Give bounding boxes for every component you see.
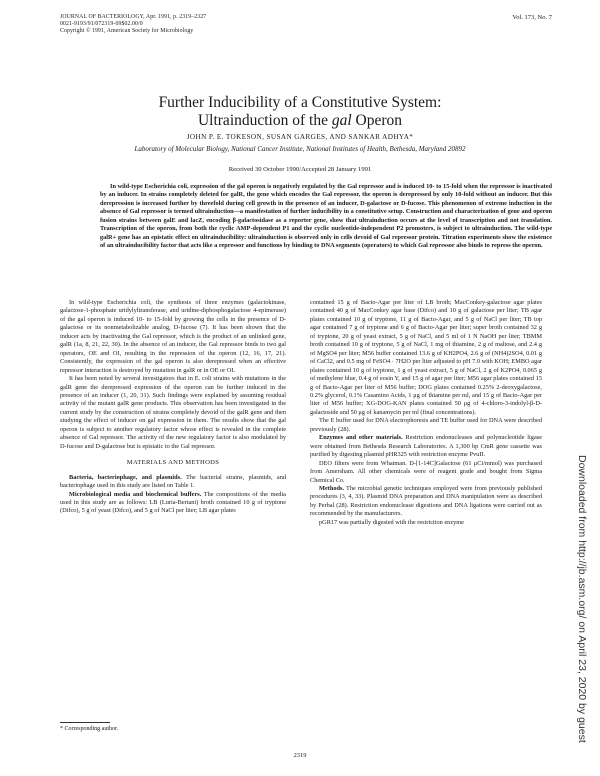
authors: JOHN P. E. TOKESON, SUSAN GARGES, AND SANKAR ADHYA* [186, 133, 414, 141]
footnote-divider [60, 722, 110, 723]
methods-paragraph: Methods. The microbial genetic techniques employed were from previously published procedures (3, 4, 33). Plasmid DNA preparation and DNA manipulation were as described by Perbal (28). Restriction endonuclease digestions and DNA ligations were carried out as recommended by the manufacturers. [310, 484, 542, 518]
enzymes-paragraph: Enzymes and other materials. Restriction endonucleases and polynucleotide ligase were obtained from Bethesda Research Laboratories. A 1,300 bp CmR gene cassette was purified by digesting plasmid pHR325 with restriction enzyme PvuII. [310, 434, 542, 459]
title-line-2: Ultrainduction of the gal Operon [197, 112, 403, 129]
title-line-1: Further Inducibility of a Constitutive System: [158, 94, 442, 111]
abstract: In wild-type Escherichia coli, expression of the gal operon is negatively regulated by the Gal repressor and is induced 10- to 15-fold when the repressor is inactivated by an inducer. In strains completely deleted for galR, the gene which encodes the Gal repressor, the operon is derepressed by only 10-fold without an inducer. But this derepression is increased further by threefold during cell growth in the presence of an inducer, D-galactose or D-fucose. This phenomenon of extreme induction in the absence of Gal repressor is termed ultrainduction—a manifestation of further inducibility in a constitutive setup. Construction and characterization of gene and operon fusion strains between galE and lacZ, encoding β-galactosidase as a reporter gene, show that ultrainduction occurs at the level of transcription and not translation. Transcription of the operon, from both the cyclic AMP-dependent P1 and the cyclic nucleotide-independent P2 promoters, is subject to ultrainduction. The wild-type galR+ gene has an epistatic effect on ultrainducibility: ultrainduction is observed only in cells devoid of Gal repressor protein. Titration experiments show the existence of an ultrainducibility factor that acts like a repressor and functions by binding to DNA segments (operators) to which Gal repressor also binds to repress the operon. [100, 183, 552, 250]
last-line: pGR17 was partially digested with the restriction enzyme [319, 518, 464, 526]
download-watermark: Downloaded from http://jb.asm.org/ on April 23, 2020 by guest [576, 455, 588, 743]
gene-name: gal [331, 112, 352, 129]
section-heading-materials-methods: MATERIALS AND METHODS [126, 459, 220, 467]
copyright-line: Copyright © 1991, American Society for Microbiology [60, 28, 194, 35]
volume-label: Vol. 173, No. 7 [512, 14, 552, 21]
intro-paragraph-2: It has been noted by several investigators that in E. coli strains with mutations in the galR gene the derepressed expression of the operon can be further induced in the presence of an inducer (1, 20, 31). Such findings were explained by assuming residual activity of the mutant galR gene products. This observation has been investigated in the current study by the construction of strains completely devoid of the galR gene and then studying the effect of inducer on gal expression in them. The results show that the gal operon is subject to another regulatory factor whose effect is revealed in the complete absence of Gal repressor. The activity of the new regulatory factor is also modulated by D-fucose and D-galactose but is epistatic to the Gal repressor. [60, 375, 286, 450]
journal-citation: JOURNAL OF BACTERIOLOGY, Apr. 1991, p. 2319–2327 [60, 14, 207, 20]
journal-header [60, 14, 206, 36]
right-column [310, 299, 542, 527]
affiliation: Laboratory of Molecular Biology, National Cancer Institute, National Institutes of Health, Bethesda, Maryland 20892 [134, 145, 466, 153]
received-dates: Received 30 October 1990/Accepted 28 January 1991 [228, 166, 372, 173]
intro-paragraph-1: In wild-type Escherichia coli, the synthesis of three enzymes (galactokinase, galactose-1-phosphate uridylyltransferase, and uridine-diphosphogalactose 4-epimerase) of the gal operon is induced 10- to 15-fold by growing the cells in the presence of D-galactose or its nonmetabolizable analog, D-fucose (7). It has been shown that the inducer acts by inactivating the Gal repressor, which is the product of an unlinked gene, galR (1a, 8, 21, 22, 30). In the absence of an inducer, the Gal repressor binds to two gal operators, OE and OI, resulting in the repression of the operon (12, 16, 17, 21). Consistently, the expression of the gal operon is also derepressed when an effective repressor interaction is destroyed by mutation in galR or in OE or OI. [60, 299, 286, 374]
media-paragraph: Microbiological media and biochemical buffers. The compositions of the media used in this study are as follows: LB (Luria-Bertani) broth contained 10 g of tryptone (Difco), 5 g of yeast (Difco), and 5 g of NaCl per liter; LB agar plates [60, 490, 286, 515]
footnote: * Corresponding author. [60, 726, 119, 732]
bacteria-paragraph: Bacteria, bacteriophage, and plasmids. The bacterial strains, plasmids, and bacteriophage used in this study are listed on Table 1. [60, 473, 286, 490]
media-continued: contained 15 g of Bacto-Agar per liter of LB broth; MacConkey-galactose agar plates contained 40 g of MacConkey agar base (Difco) and 10 g of galactose per liter; TB agar plates contained 10 g of tryptone, 11 g of Bacto-Agar, and 5 g of NaCl per liter; TB top agar contained 7 g of tryptone and 6 g of Bacto-Agar per liter; super broth contained 32 g of tryptone, 20 g of yeast extract, 5 g of NaCl, and 5 ml of 1 N NaOH per liter; TBMM broth contained 10 g of tryptone, 5 g of NaCl, 1 mg of thiamine, 2 g of maltose, and 2.4 g of MgSO4 per liter; M56 buffer contained 13.6 g of KH2PO4, 2.6 g of (NH4)2SO4, 0.01 g of CaCl2, and 0.5 mg of FeSO4 · 7H2O per liter adjusted to pH 7.0 with KOH; EMBO agar plates contained 10 g of tryptone, 1 g of yeast extract, 5 g of NaCl, 2 g of K2PO4, 0.065 g of methylene blue, 0.4 g of eosin Y, and 15 g of agar per liter; M56 agar plates contained 15 g of Bacto-Agar per liter of M56 buffer; DOG plates contained 0.25% 2-deoxygalactose, 0.2% glycerol, 0.1% Casamino Acids, 1 μg of thiamine per ml, and 15 g of Bacto-Agar per liter of M56 buffer; XG-DOG-KAN plates contained 50 μg of 4-chloro-3-indolyl-β-D-galactoside and 50 μg of kanamycin per ml (final concentrations). [310, 299, 542, 416]
issn-line: 0021-9193/91/072319-09$02.00/0 [60, 21, 143, 28]
buffer-paragraph: The E buffer used for DNA electrophoresis and TE buffer used for DNA were described previously (28). [310, 417, 542, 433]
article-title [0, 94, 600, 130]
page-number: 2319 [293, 752, 307, 759]
left-column [60, 299, 286, 516]
deo-paragraph: DEO filters were from Whatman. D-[1-14C]Galactose (61 μCi/mmol) was purchased from Amersham. All other chemicals were of reagent grade and bought from Sigma Chemical Co. [310, 459, 542, 484]
